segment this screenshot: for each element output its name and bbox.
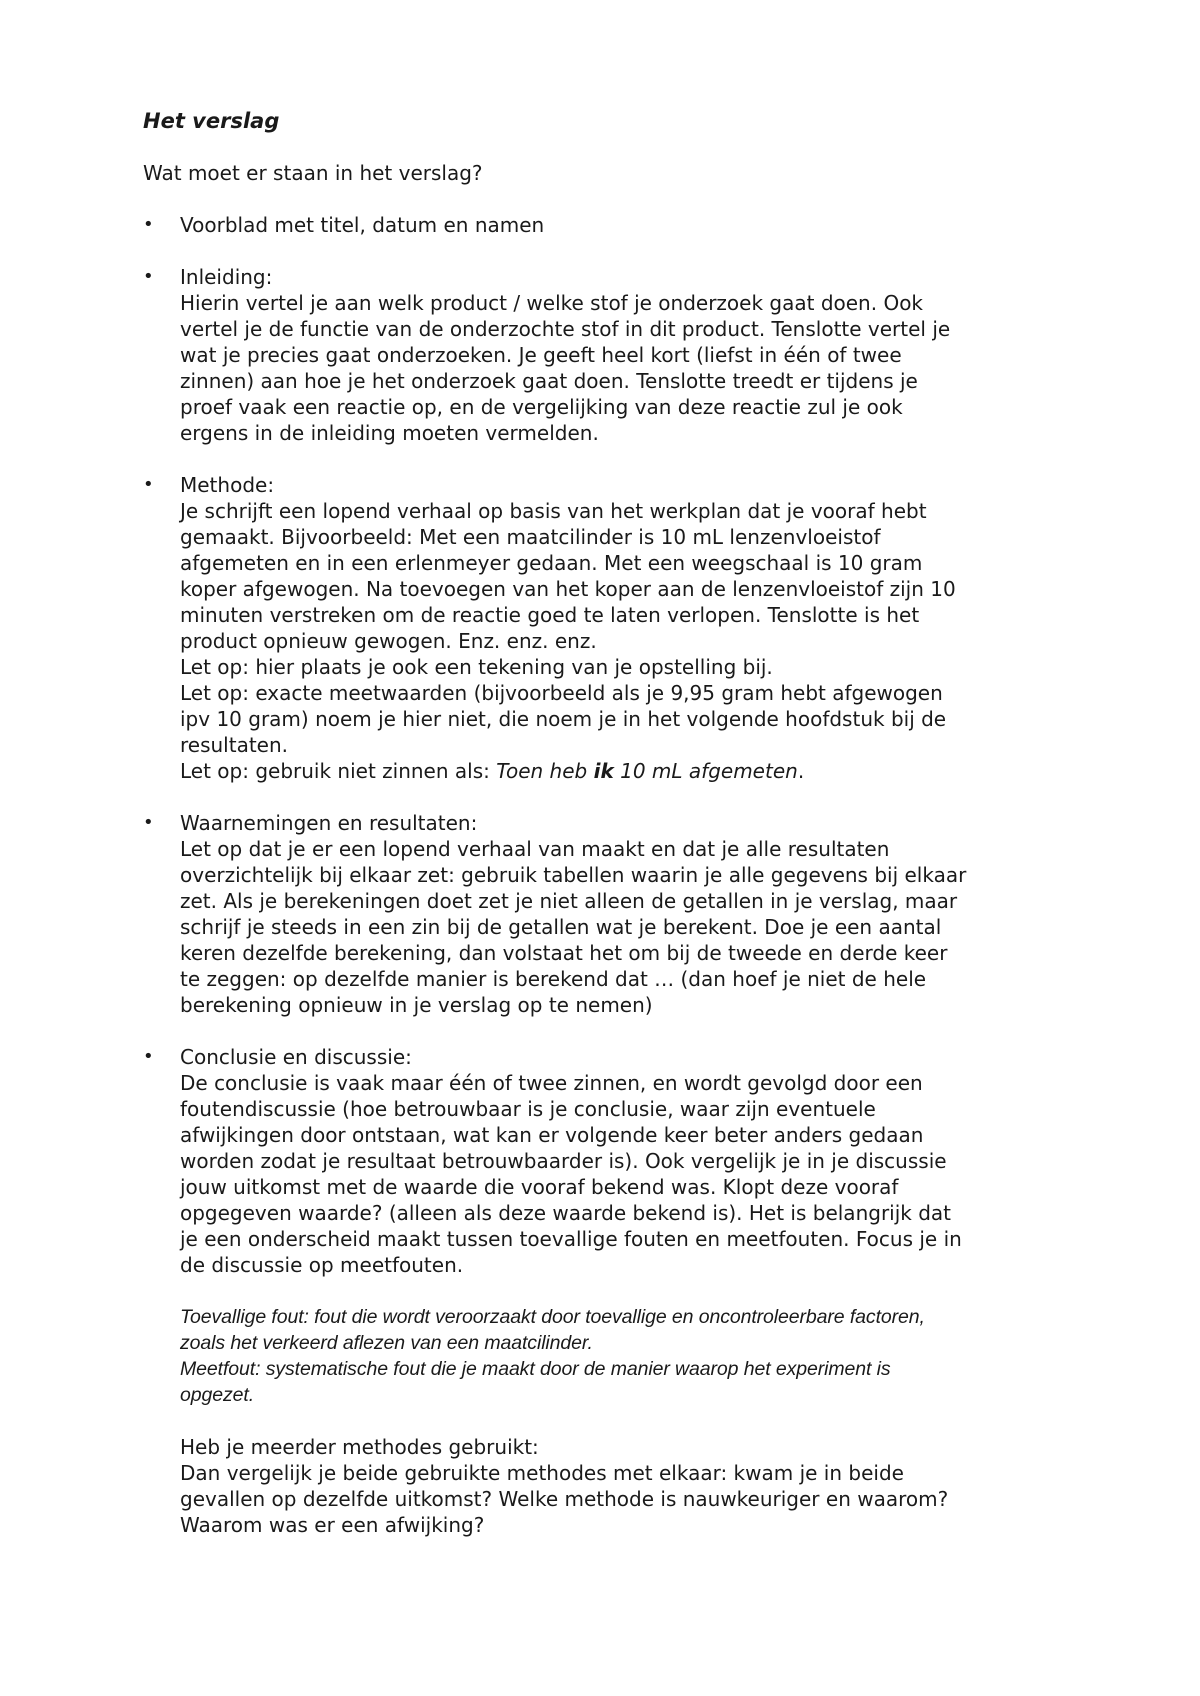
example-italic-end: 10 mL afgemeten bbox=[613, 759, 798, 783]
paragraph-line: je een onderscheid maakt tussen toevallige fouten en meetfouten. Focus je in bbox=[180, 1227, 962, 1251]
section-conclusie bbox=[143, 1044, 1083, 1538]
paragraph-line-example bbox=[180, 758, 1083, 784]
intro-question: Wat moet er staan in het verslag? bbox=[143, 161, 483, 185]
paragraph-line: foutendiscussie (hoe betrouwbaar is je conclusie, waar zijn eventuele bbox=[180, 1097, 876, 1121]
section-waarnemingen bbox=[143, 810, 1083, 1018]
paragraph-line: gevallen op dezelfde uitkomst? Welke methode is nauwkeuriger en waarom? bbox=[180, 1487, 949, 1511]
paragraph-line: Je schrijft een lopend verhaal op basis van het werkplan dat je vooraf hebt bbox=[180, 499, 927, 523]
definition-line: opgezet. bbox=[180, 1384, 255, 1406]
paragraph-line: vertel je de functie van de onderzochte stof in dit product. Tenslotte vertel je bbox=[180, 317, 951, 341]
definition-line: zoals het verkeerd aflezen van een maatcilinder. bbox=[180, 1332, 593, 1354]
document-title: Het verslag bbox=[143, 109, 280, 133]
paragraph-line: afgemeten en in een erlenmeyer gedaan. Met een weegschaal is 10 gram bbox=[180, 551, 923, 575]
section-voorblad bbox=[143, 212, 1083, 238]
paragraph-line: proef vaak een reactie op, en de vergelijking van deze reactie zul je ook bbox=[180, 395, 903, 419]
paragraph-line: schrijf je steeds in een zin bij de getallen wat je berekent. Doe je een aantal bbox=[180, 915, 942, 939]
section-methode bbox=[143, 472, 1083, 784]
paragraph-line: Let op: exacte meetwaarden (bijvoorbeeld als je 9,95 gram hebt afgewogen bbox=[180, 681, 943, 705]
example-suffix: . bbox=[797, 759, 805, 783]
paragraph-line: koper afgewogen. Na toevoegen van het koper aan de lenzenvloeistof zijn 10 bbox=[180, 577, 956, 601]
paragraph-line: product opnieuw gewogen. Enz. enz. enz. bbox=[180, 629, 597, 653]
methods-heading: Heb je meerder methodes gebruikt: bbox=[180, 1435, 539, 1459]
definition-line: Meetfout: systematische fout die je maakt door de manier waarop het experiment is bbox=[180, 1358, 891, 1380]
paragraph-line: afwijkingen door ontstaan, wat kan er volgende keer beter anders gedaan bbox=[180, 1123, 924, 1147]
section-inleiding bbox=[143, 264, 1083, 446]
paragraph-line: berekening opnieuw in je verslag op te nemen) bbox=[180, 993, 653, 1017]
paragraph-line: jouw uitkomst met de waarde die vooraf bekend was. Klopt deze vooraf bbox=[180, 1175, 899, 1199]
paragraph-line: overzichtelijk bij elkaar zet: gebruik tabellen waarin je alle gegevens bij elkaar bbox=[180, 863, 967, 887]
paragraph-line: Waarom was er een afwijking? bbox=[180, 1513, 485, 1537]
paragraph-line: Dan vergelijk je beide gebruikte methodes met elkaar: kwam je in beide bbox=[180, 1461, 904, 1485]
paragraph-line: wat je precies gaat onderzoeken. Je geeft heel kort (liefst in één of twee bbox=[180, 343, 902, 367]
paragraph-line: zet. Als je berekeningen doet zet je niet alleen de getallen in je verslag, maar bbox=[180, 889, 958, 913]
paragraph-line: keren dezelfde berekening, dan volstaat het om bij de tweede en derde keer bbox=[180, 941, 948, 965]
section-heading: Waarnemingen en resultaten: bbox=[180, 811, 478, 835]
section-heading: Methode: bbox=[180, 473, 275, 497]
example-bold-word: ik bbox=[593, 759, 614, 783]
paragraph-line: ipv 10 gram) noem je hier niet, die noem je in het volgende hoofdstuk bij de bbox=[180, 707, 947, 731]
bullet-icon: • bbox=[143, 812, 154, 833]
example-italic-start: Toen heb bbox=[496, 759, 594, 783]
paragraph-line: minuten verstreken om de reactie goed te laten verlopen. Tenslotte is het bbox=[180, 603, 920, 627]
paragraph-line: De conclusie is vaak maar één of twee zinnen, en wordt gevolgd door een bbox=[180, 1071, 923, 1095]
paragraph-line: Let op: hier plaats je ook een tekening van je opstelling bij. bbox=[180, 655, 773, 679]
paragraph-line: worden zodat je resultaat betrouwbaarder is). Ook vergelijk je in je discussie bbox=[180, 1149, 947, 1173]
paragraph-line: te zeggen: op dezelfde manier is berekend dat … (dan hoef je niet de hele bbox=[180, 967, 927, 991]
paragraph-line: Let op dat je er een lopend verhaal van maakt en dat je alle resultaten bbox=[180, 837, 890, 861]
paragraph-line: de discussie op meetfouten. bbox=[180, 1253, 464, 1277]
bullet-icon: • bbox=[143, 214, 154, 235]
paragraph-line: zinnen) aan hoe je het onderzoek gaat doen. Tenslotte treedt er tijdens je bbox=[180, 369, 918, 393]
example-prefix: Let op: gebruik niet zinnen als: bbox=[180, 759, 497, 783]
paragraph-line: gemaakt. Bijvoorbeeld: Met een maatcilinder is 10 mL lenzenvloeistof bbox=[180, 525, 881, 549]
section-heading: Inleiding: bbox=[180, 265, 273, 289]
paragraph-line: ergens in de inleiding moeten vermelden. bbox=[180, 421, 599, 445]
spacer bbox=[180, 1278, 1083, 1304]
bullet-icon: • bbox=[143, 1046, 154, 1067]
definition-line: Toevallige fout: fout die wordt veroorzaakt door toevallige en oncontroleerbare factoren, bbox=[180, 1306, 925, 1328]
bullet-icon: • bbox=[143, 266, 154, 287]
paragraph-line: resultaten. bbox=[180, 733, 289, 757]
document-page bbox=[143, 108, 1083, 1564]
paragraph-line: Hierin vertel je aan welk product / welke stof je onderzoek gaat doen. Ook bbox=[180, 291, 924, 315]
bullet-icon: • bbox=[143, 474, 154, 495]
section-heading: Conclusie en discussie: bbox=[180, 1045, 412, 1069]
section-heading: Voorblad met titel, datum en namen bbox=[180, 213, 545, 237]
section-list bbox=[143, 212, 1083, 1538]
spacer bbox=[180, 1408, 1083, 1434]
paragraph-line: opgegeven waarde? (alleen als deze waarde bekend is). Het is belangrijk dat bbox=[180, 1201, 952, 1225]
